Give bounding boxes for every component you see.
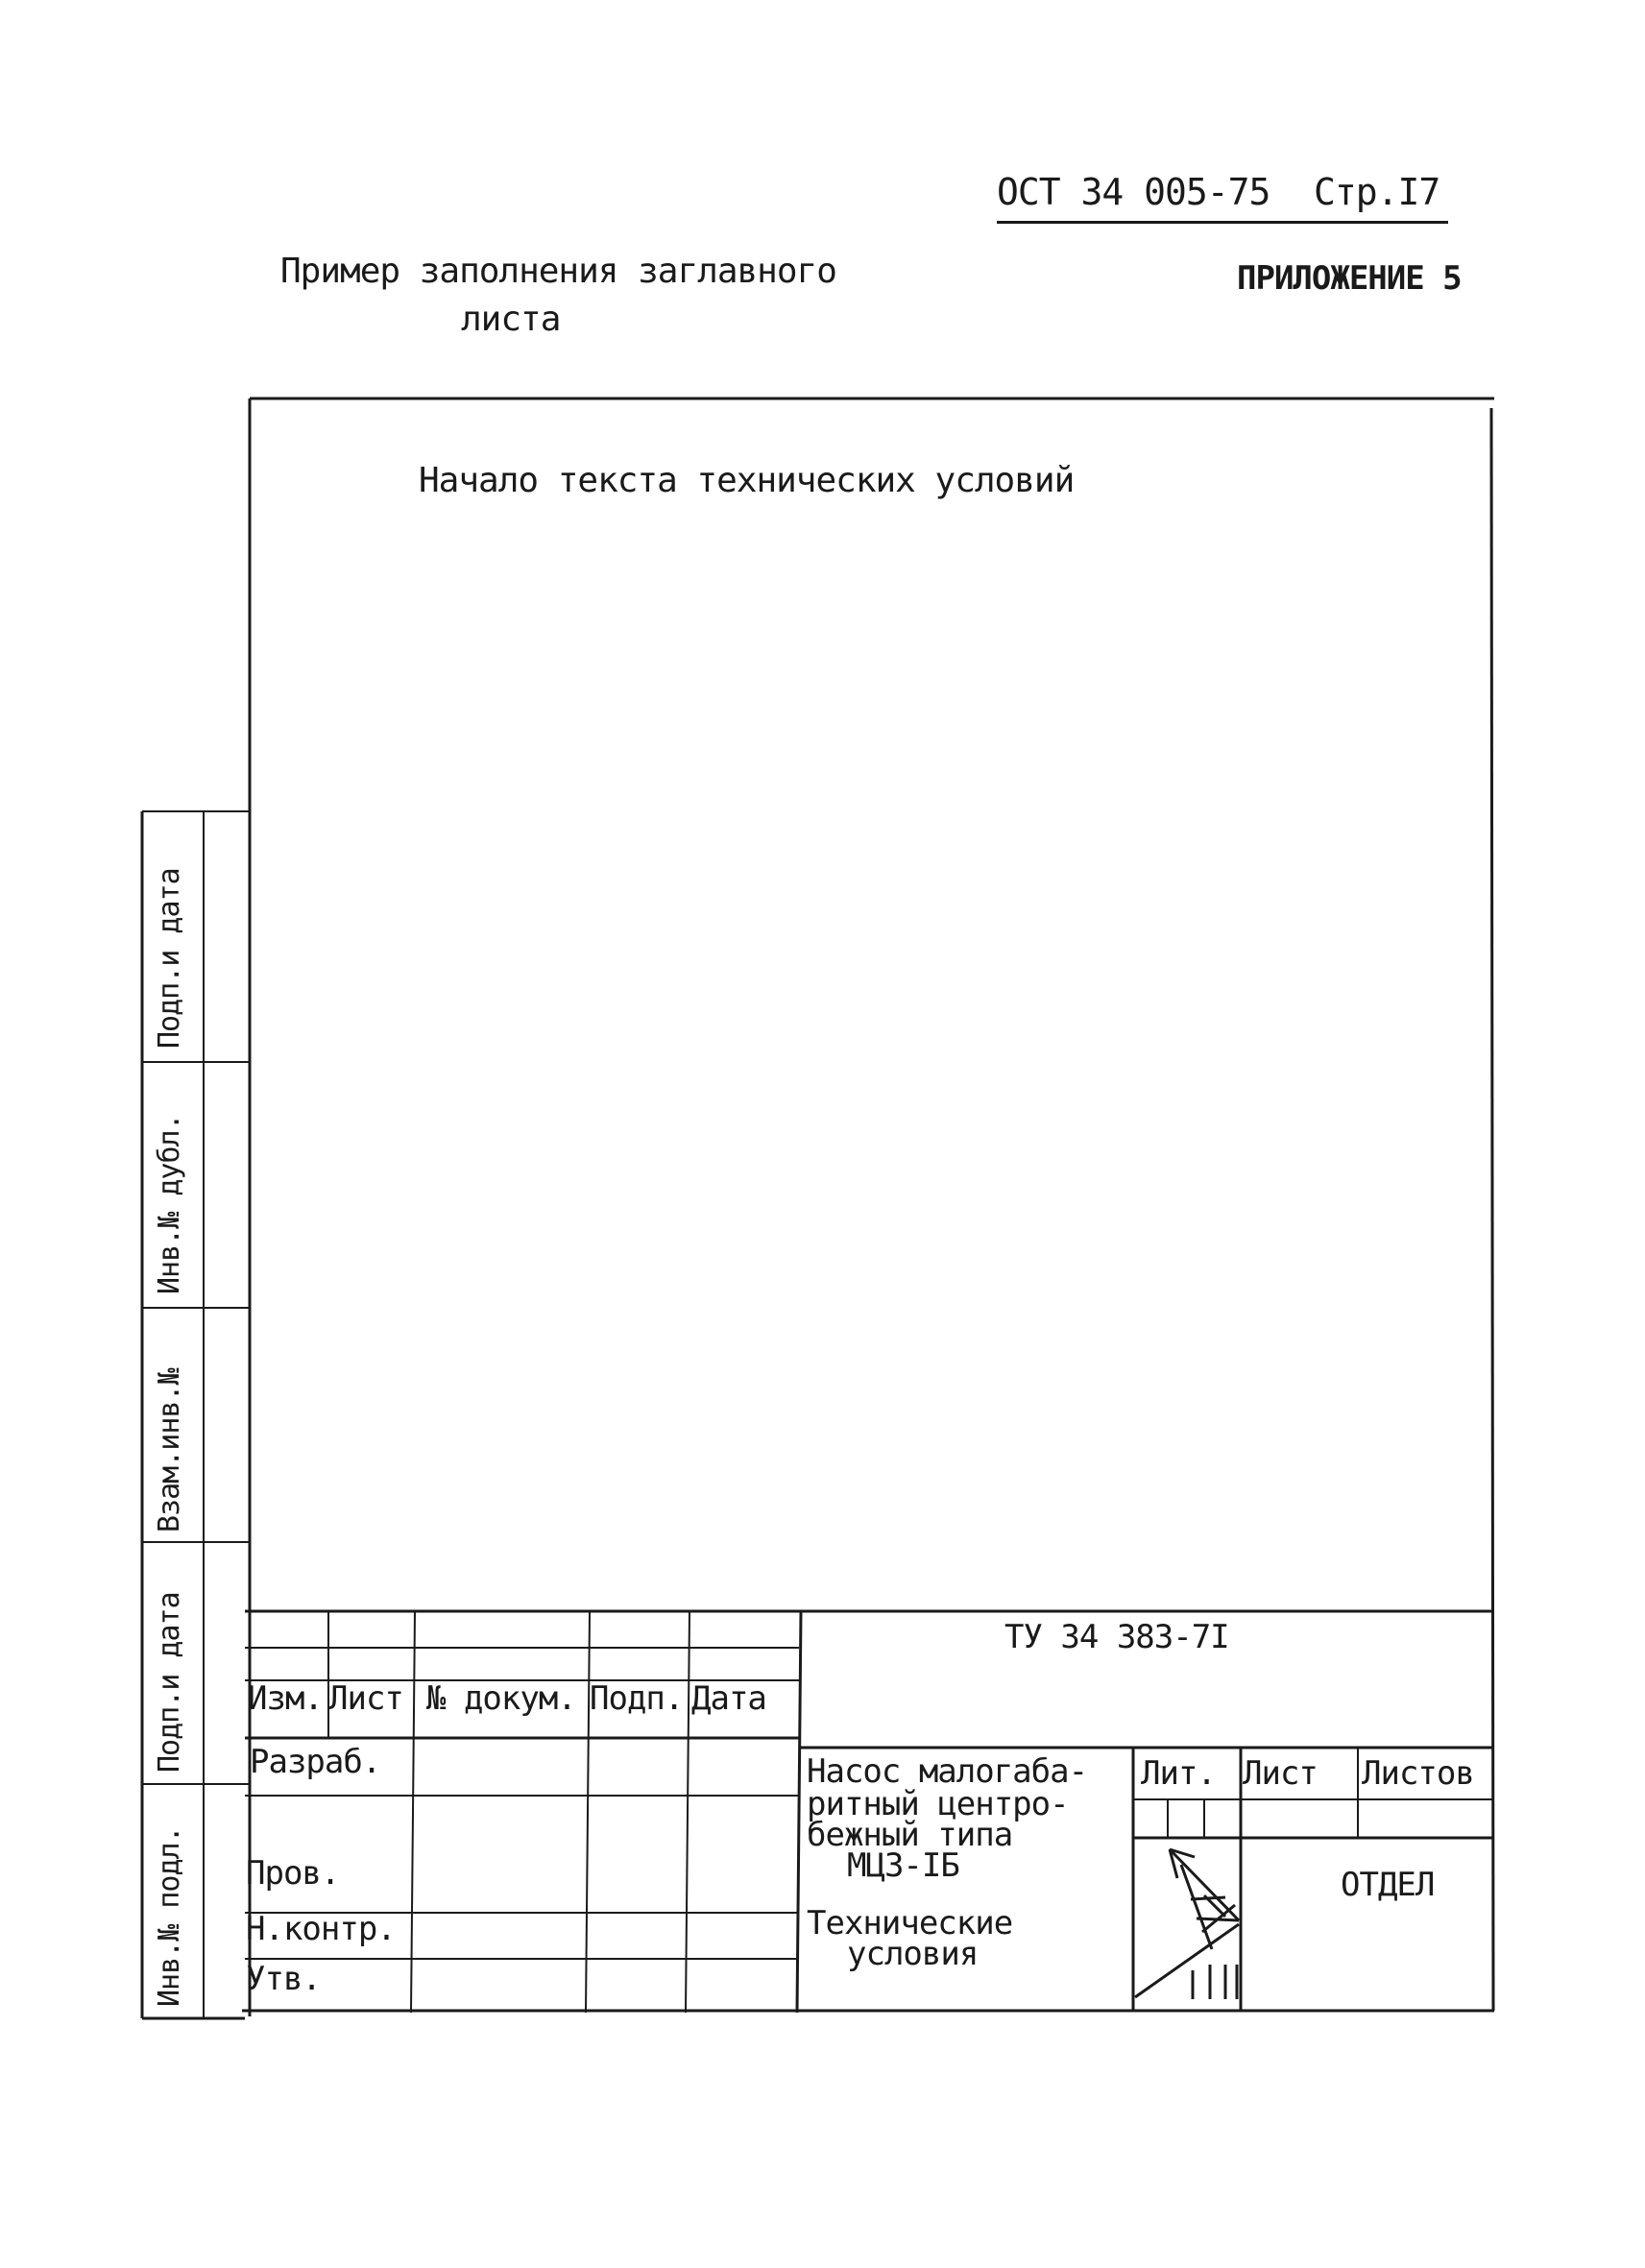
side-field-replaced-inventory: Взам.инв.№ — [153, 1368, 186, 1532]
caption-line-2: листа — [461, 300, 561, 339]
col-header-change: Изм. — [248, 1679, 323, 1718]
caption-line-1: Пример заполнения заглавного — [280, 252, 836, 291]
document-code: ОСТ 34 005-75 — [997, 171, 1270, 213]
lit-label: Лит. — [1141, 1754, 1216, 1793]
stamp-mark — [1135, 1849, 1239, 1999]
product-name-line-4: МЦЗ-IБ — [847, 1846, 959, 1885]
side-field-signature-date-2: Подп.и дата — [153, 1592, 186, 1773]
col-header-sheet: Лист — [328, 1679, 403, 1718]
col-header-document-number: № докум. — [426, 1679, 576, 1718]
document-type-line-2: условия — [847, 1935, 979, 1973]
role-developer: Разраб. — [250, 1743, 381, 1781]
product-name-line-1: Насос малогаба- — [807, 1752, 1088, 1791]
organization-name: ОТДЕЛ — [1341, 1866, 1435, 1904]
product-name-line-2: ритный центро- — [807, 1785, 1069, 1823]
side-field-dup-inventory: Инв.№ дубл. — [153, 1114, 186, 1294]
document-type-line-1: Технические — [807, 1904, 1013, 1942]
col-header-date: Дата — [691, 1679, 766, 1718]
col-header-signature: Подп. — [590, 1679, 684, 1718]
role-checker: Пров. — [246, 1854, 340, 1893]
side-field-original-inventory: Инв.№ подл. — [153, 1826, 186, 2007]
page-reference: Стр.I7 — [1314, 171, 1440, 213]
sheet-label: Лист — [1243, 1754, 1318, 1793]
document-designation: ТУ 34 383-7I — [1004, 1618, 1229, 1656]
role-norm-control: Н.контр. — [246, 1910, 396, 1948]
side-field-signature-date-1: Подп.и дата — [153, 868, 186, 1049]
sheets-total-label: Листов — [1362, 1754, 1474, 1793]
body-intro-text: Начало текста технических условий — [419, 461, 1075, 500]
product-name-line-3: бежный типа — [807, 1816, 1013, 1854]
appendix-label: ПРИЛОЖЕНИЕ 5 — [1237, 259, 1462, 298]
role-approver: Утв. — [246, 1960, 321, 1998]
